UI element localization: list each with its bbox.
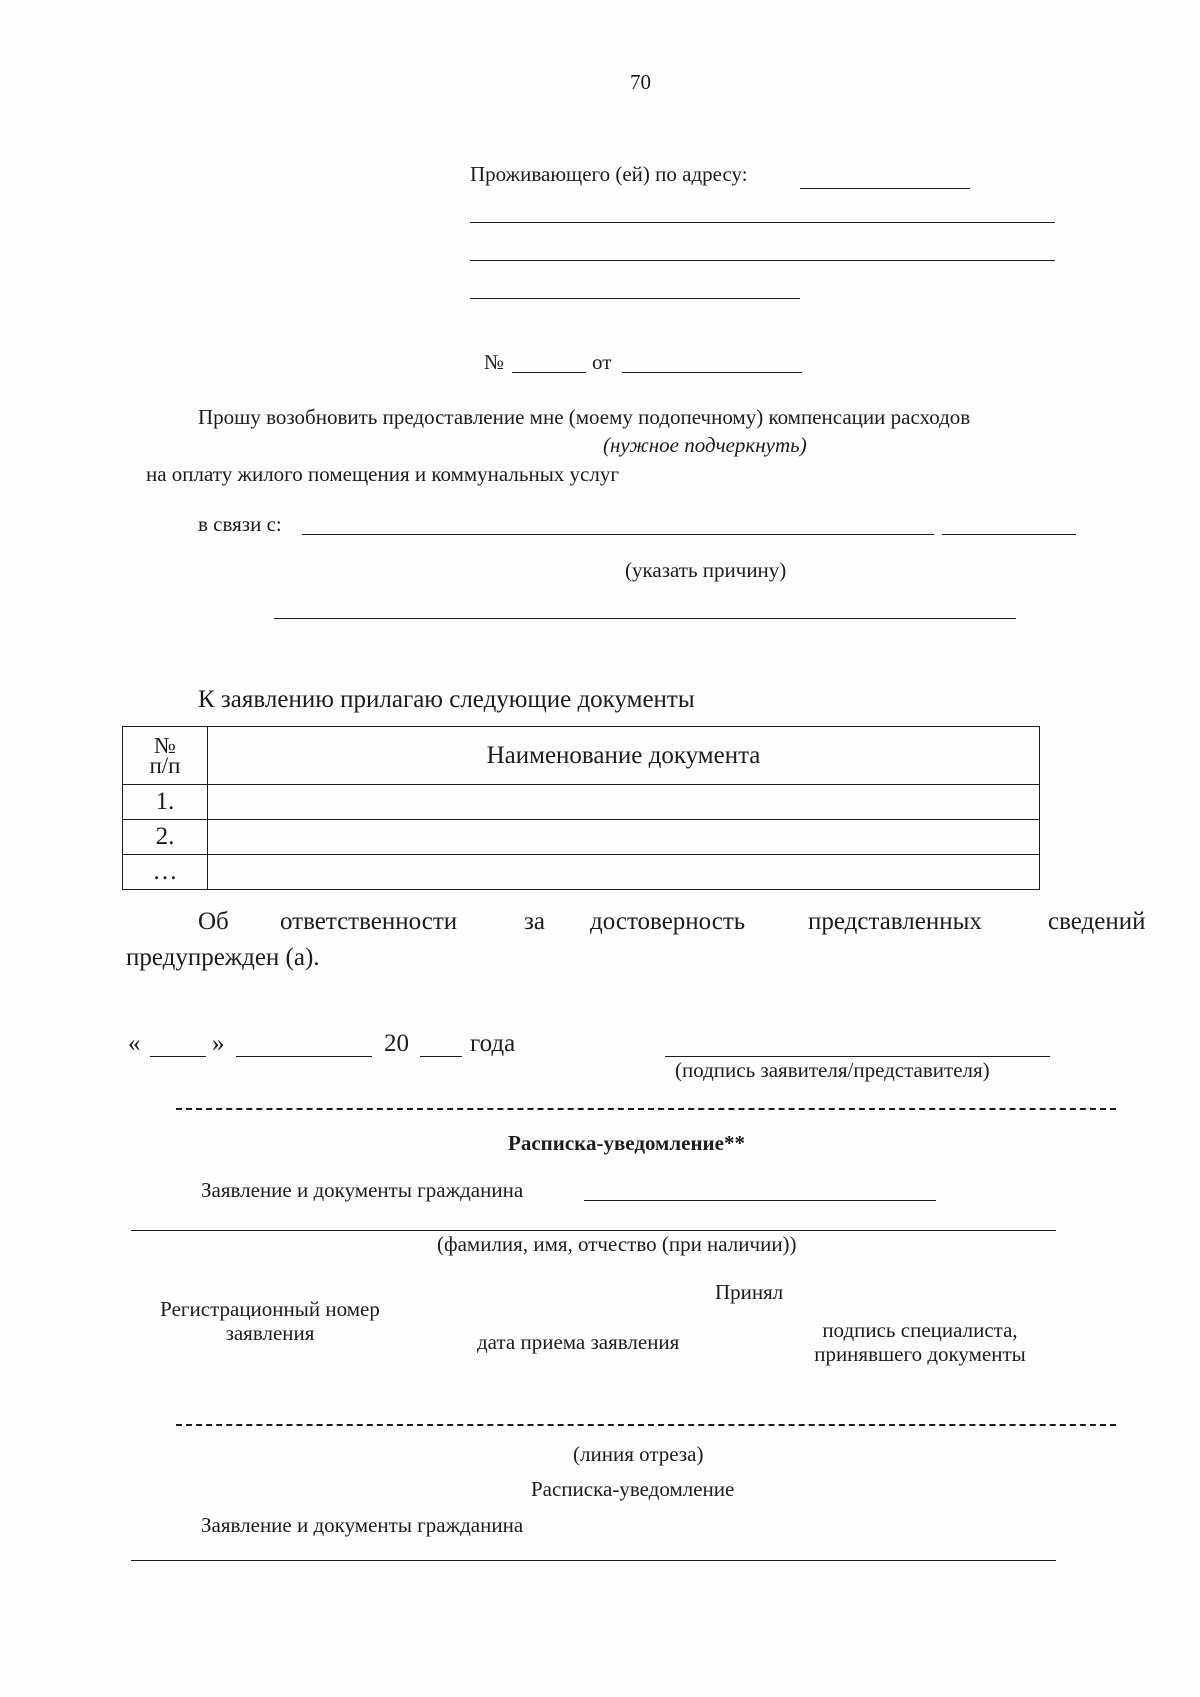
receipt-2-text: Заявление и документы гражданина xyxy=(201,1513,524,1537)
reg-number-label xyxy=(130,1297,410,1345)
table-row xyxy=(123,785,1040,820)
row-number: 1. xyxy=(123,785,208,820)
column-number-header-line-1: № xyxy=(154,732,176,758)
reg-number-label-line-1: Регистрационный номер xyxy=(160,1297,380,1321)
citizen-name-field-1[interactable] xyxy=(584,1200,936,1201)
receipt-2-title: Расписка-уведомление xyxy=(531,1477,735,1501)
reason-field-2[interactable] xyxy=(942,534,1076,535)
documents-table xyxy=(122,726,1040,890)
responsibility-word-6: сведений xyxy=(1048,908,1146,935)
responsibility-word-3: за xyxy=(524,908,545,935)
specialist-label-line-1: подпись специалиста, xyxy=(822,1318,1018,1342)
reg-number-label-line-2: заявления xyxy=(225,1321,315,1345)
month-field[interactable] xyxy=(236,1056,372,1057)
row-document-name[interactable] xyxy=(208,820,1040,855)
responsibility-word-2: ответственности xyxy=(280,908,458,935)
dashed-separator-2 xyxy=(176,1424,1116,1426)
from-label: от xyxy=(592,350,612,374)
date-field[interactable] xyxy=(622,372,802,373)
reason-field-3[interactable] xyxy=(274,618,1016,619)
dashed-separator-1 xyxy=(176,1108,1116,1110)
documents-header-row xyxy=(123,727,1040,785)
receipt-text: Заявление и документы гражданина xyxy=(201,1178,524,1202)
specialist-signature-label xyxy=(790,1318,1050,1366)
address-label: Проживающего (ей) по адресу: xyxy=(470,162,748,186)
receipt-title: Расписка-уведомление** xyxy=(508,1131,745,1155)
day-field[interactable] xyxy=(150,1056,206,1057)
specialist-label-line-2: принявшего документы xyxy=(814,1342,1026,1366)
accepted-label: Принял xyxy=(715,1280,784,1304)
request-hint: (нужное подчеркнуть) xyxy=(603,433,807,457)
column-name-header: Наименование документа xyxy=(208,727,1040,785)
request-line-1: Прошу возобновить предоставление мне (моему подопечному) компенсации расходов xyxy=(198,405,971,429)
number-field[interactable] xyxy=(512,372,586,373)
signature-field[interactable] xyxy=(665,1056,1050,1057)
address-line-4[interactable] xyxy=(470,298,800,299)
date-open-quote: « xyxy=(128,1030,141,1057)
row-document-name[interactable] xyxy=(208,785,1040,820)
documents-heading: К заявлению прилагаю следующие документы xyxy=(198,686,695,713)
responsibility-word-5: представленных xyxy=(808,908,982,935)
row-number: 2. xyxy=(123,820,208,855)
reason-field-1[interactable] xyxy=(302,534,934,535)
reason-hint: (указать причину) xyxy=(625,558,787,582)
page-number: 70 xyxy=(630,70,651,94)
address-line-1[interactable] xyxy=(800,188,970,189)
column-number-header-line-2: п/п xyxy=(149,752,181,778)
responsibility-word-4: достоверность xyxy=(590,908,746,935)
responsibility-word-1: Об xyxy=(198,908,229,935)
date-received-label: дата приема заявления xyxy=(477,1330,680,1354)
responsibility-line-2: предупрежден (а). xyxy=(126,944,320,971)
request-line-2: на оплату жилого помещения и коммунальных услуг xyxy=(146,462,619,486)
address-line-3[interactable] xyxy=(470,260,1055,261)
year-suffix: года xyxy=(470,1030,516,1057)
signature-hint: (подпись заявителя/представителя) xyxy=(675,1058,990,1082)
citizen-name-field-2[interactable] xyxy=(131,1230,1056,1231)
row-number: … xyxy=(123,855,208,890)
date-close-quote: » xyxy=(212,1030,225,1057)
table-row xyxy=(123,855,1040,890)
column-number-header xyxy=(123,727,208,785)
number-label: № xyxy=(484,350,505,374)
address-line-2[interactable] xyxy=(470,222,1055,223)
citizen-name-hint: (фамилия, имя, отчество (при наличии)) xyxy=(437,1232,797,1256)
cut-line-label: (линия отреза) xyxy=(573,1442,704,1466)
table-row xyxy=(123,820,1040,855)
year-field[interactable] xyxy=(420,1056,462,1057)
receipt-2-name-field[interactable] xyxy=(131,1560,1056,1561)
reason-label: в связи с: xyxy=(198,512,282,536)
year-prefix: 20 xyxy=(384,1030,409,1057)
row-document-name[interactable] xyxy=(208,855,1040,890)
